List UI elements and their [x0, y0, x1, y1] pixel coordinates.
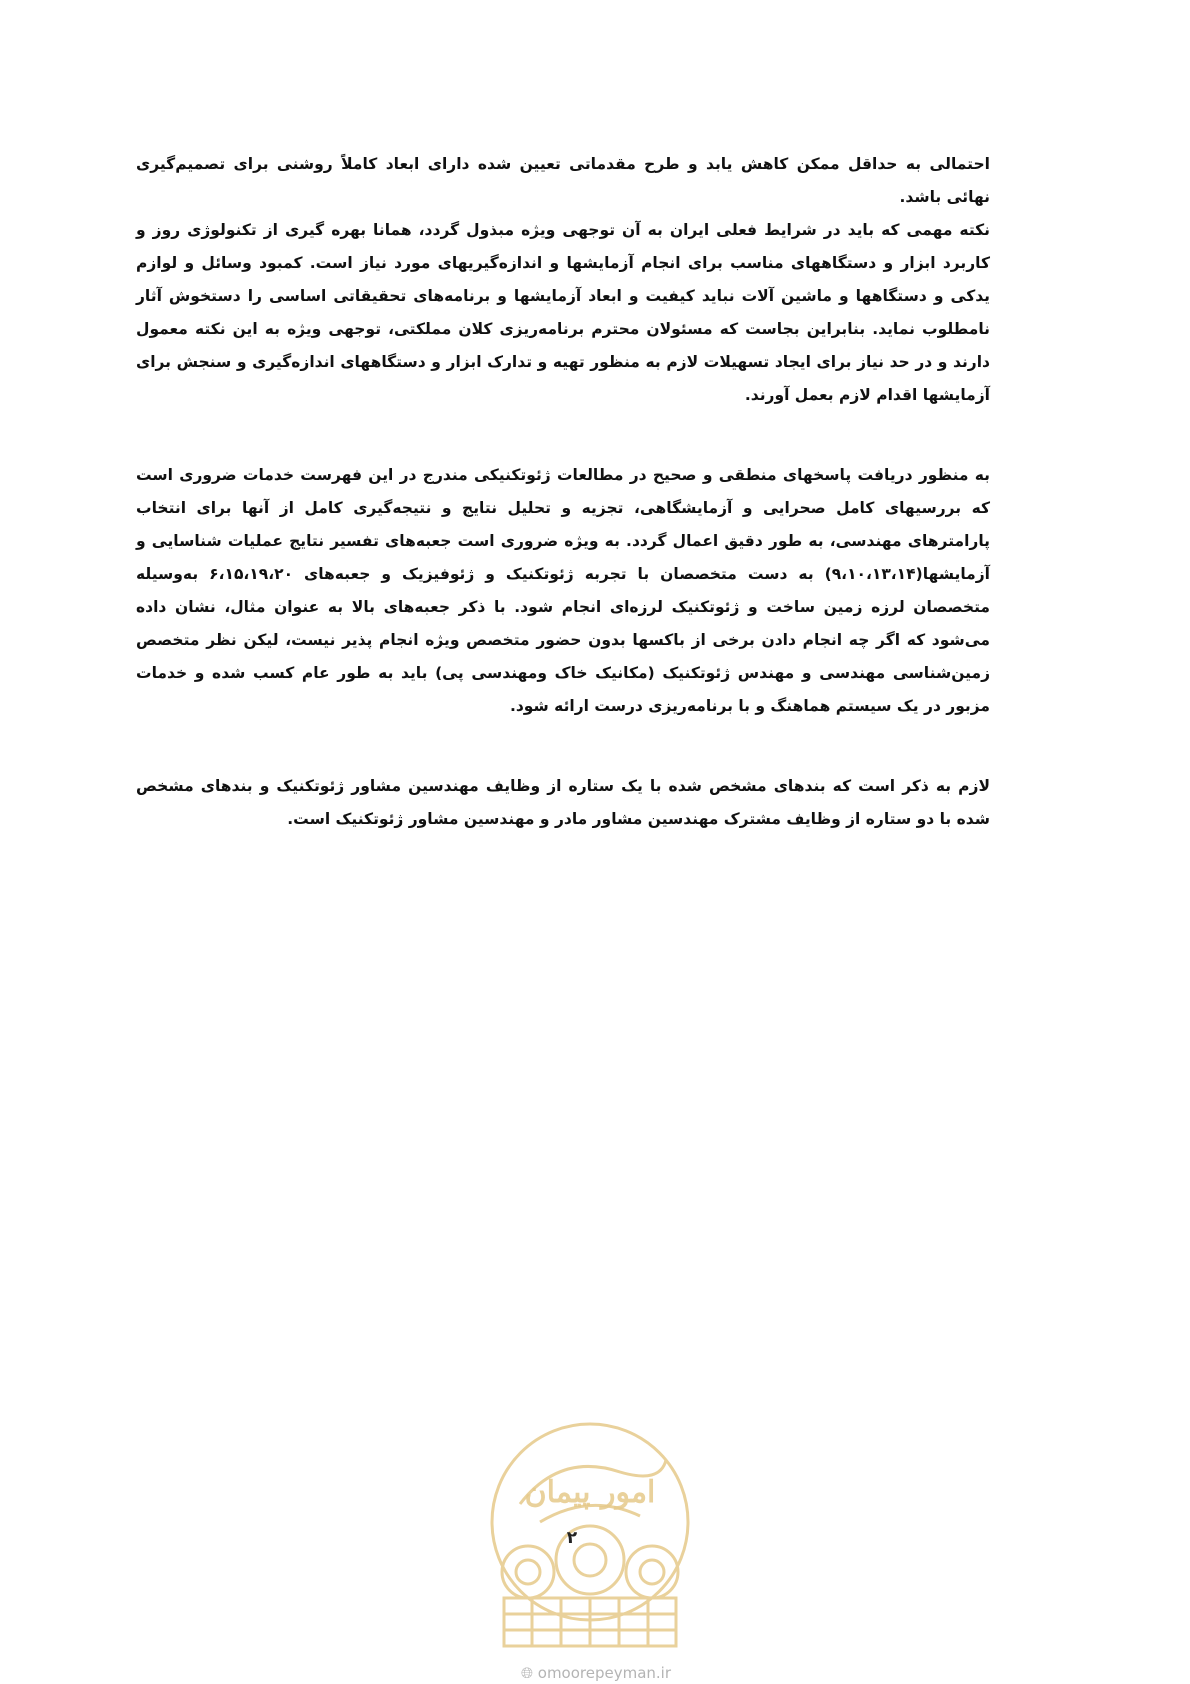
footer-site-url [486, 1664, 706, 1682]
paragraph-star-notes: لازم به ذکر است که بندهای مشخص شده با یک ستاره از وظایف مهندسین مشاور ژئوتکنیک و بندهای مشخص شده با دو ستاره از وظایف مشترک مهندسین مشاور مادر و مهندسین مشاور ژئوتکنیک است. [136, 777, 990, 828]
paragraph-intro-continuation: احتمالی به حداقل ممکن کاهش یابد و طرح مقدماتی تعیین شده دارای ابعاد کاملاً روشنی برای تصمیم‌گیری نهائی باشد. [136, 155, 990, 206]
paragraph-geotechnical-studies: به منظور دریافت پاسخهای منطقی و صحیح در مطالعات ژئوتکنیکی مندرج در این فهرست خدمات ضروری است که بررسیهای کامل صحرایی و آزمایشگاهی، تجزیه و تحلیل نتایج و نتیجه‌گیری کامل از آنها برای انتخاب پارامترهای مهندسی، به طور دقیق اعمال گردد. به ویژه ضروری است جعبه‌های تفسیر نتایج عملیات شناسایی و آزمایشها(۹،۱۰،۱۳،۱۴) به دست متخصصان با تجربه ژئوتکنیک و ژئوفیزیک و جعبه‌های ۶،۱۵،۱۹،۲۰ به‌وسیله متخصصان لرزه زمین ساخت و ژئوتکنیک لرزه‌ای انجام شود. با ذکر جعبه‌های بالا به عنوان مثال، نشان داده می‌شود که اگر چه انجام دادن برخی از باکسها بدون حضور متخصص ویژه انجام پذیر نیست، لیکن نظر متخصص زمین‌شناسی مهندسی و مهندس ژئوتکنیک (مکانیک خاک ومهندسی پی) باید به طور عام کسب شده و خدمات مزبور در یک سیستم هماهنگ و با برنامه‌ریزی درست ارائه شود. [136, 466, 990, 715]
gear-icon [626, 1546, 678, 1598]
body-text [136, 148, 990, 836]
paragraph-technology-note: نکته مهمی که باید در شرایط فعلی ایران به آن توجهی ویژه مبذول گردد، همانا بهره گیری از تکنولوژی روز و کاربرد ابزار و دستگاههای مناسب برای انجام آزمایشها و اندازه‌گیریهای مورد نیاز است. کمبود وسائل و لوازم یدکی و دستگاهها و ماشین آلات نباید کیفیت و ابعاد آزمایشها و برنامه‌های تحقیقاتی اساسی را دستخوش آثار نامطلوب نماید. بنابراین بجاست که مسئولان محترم برنامه‌ریزی کلان مملکتی، توجهی ویژه به این نکته معمول دارند و در حد نیاز برای ایجاد تسهیلات لازم به منظور تهیه و تدارک ابزار و دستگاههای اندازه‌گیری و سنجش برای آزمایشها اقدام لازم بعمل آورند. [136, 221, 990, 404]
page-number: ۲ [566, 1528, 578, 1548]
watermark-logo-text: امور پیمان [524, 1475, 656, 1510]
brick-grid [504, 1598, 676, 1646]
gear-icon [502, 1546, 554, 1598]
watermark-ring [492, 1424, 688, 1620]
site-url-text: omoorepeyman.ir [537, 1664, 672, 1682]
globe-icon: 🌐︎ [520, 1664, 533, 1682]
